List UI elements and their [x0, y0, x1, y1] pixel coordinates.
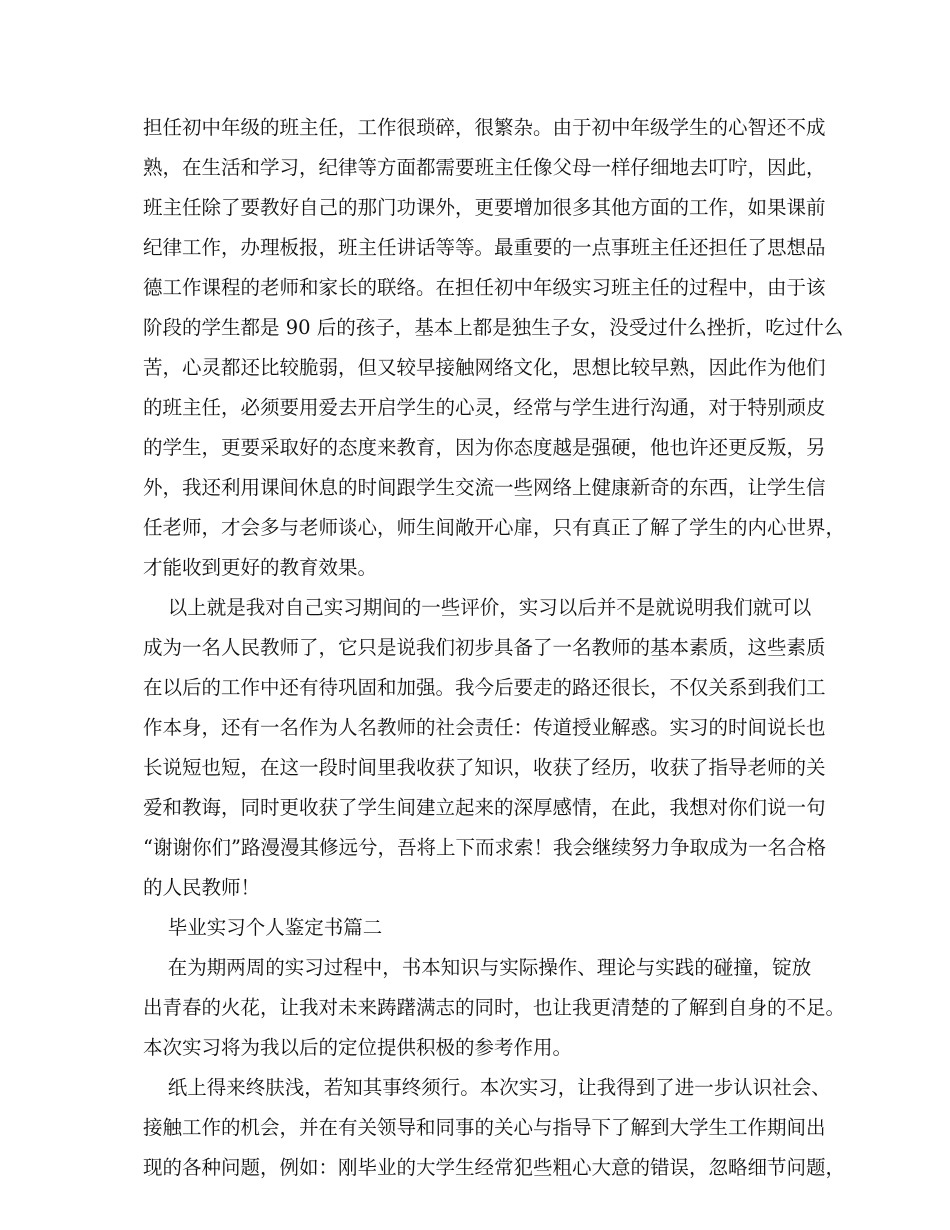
text-line: 作本身，还有一名作为人名教师的社会责任：传道授业解惑。实习的时间说长也: [143, 716, 826, 739]
text-line: 的班主任，必须要用爱去开启学生的心灵，经常与学生进行沟通，对于特别顽皮: [143, 396, 826, 419]
text-line: 接触工作的机会，并在有关领导和同事的关心与指导下了解到大学生工作期间出: [143, 1116, 826, 1139]
text-line: 现的各种问题，例如：刚毕业的大学生经常犯些粗心大意的错误，忽略细节问题，: [143, 1156, 846, 1179]
section-heading: 毕业实习个人鉴定书篇二: [143, 916, 383, 939]
text-line: 在为期两周的实习过程中，书本知识与实际操作、理论与实践的碰撞，锭放: [143, 956, 812, 979]
text-line: 纪律工作，办理板报，班主任讲话等等。最重要的一点事班主任还担任了思想品: [143, 236, 826, 259]
text-line: 阶段的学生都是 90 后的孩子，基本上都是独生子女，没受过什么挫折，吃过什么: [143, 316, 844, 339]
text-line: “谢谢你们”路漫漫其修远兮，吾将上下而求索！我会继续努力争取成为一名合格: [143, 836, 826, 859]
text-line: 的人民教师！: [143, 876, 261, 899]
text-line: 德工作课程的老师和家长的联络。在担任初中年级实习班主任的过程中，由于该: [143, 276, 826, 299]
text-line: 外，我还利用课间休息的时间跟学生交流一些网络上健康新奇的东西，让学生信: [143, 476, 826, 499]
text-line: 长说短也短，在这一段时间里我收获了知识，收获了经历，收获了指导老师的关: [143, 756, 826, 779]
text-line: 纸上得来终肤浅，若知其事终须行。本次实习，让我得到了进一步认识社会、: [143, 1076, 831, 1099]
text-line: 在以后的工作中还有待巩固和加强。我今后要走的路还很长，不仅关系到我们工: [143, 676, 826, 699]
text-line: 的学生，更要采取好的态度来教育，因为你态度越是强硬，他也许还更反叛，另: [143, 436, 826, 459]
text-line: 爱和教诲，同时更收获了学生间建立起来的深厚感情，在此，我想对你们说一句: [143, 796, 826, 819]
text-line: 班主任除了要教好自己的那门功课外，更要增加很多其他方面的工作，如果课前: [143, 196, 826, 219]
text-line: 成为一名人民教师了，它只是说我们初步具备了一名教师的基本素质，这些素质: [143, 636, 826, 659]
text-line: 以上就是我对自己实习期间的一些评价，实习以后并不是就说明我们就可以: [143, 596, 812, 619]
text-line: 担任初中年级的班主任，工作很琐碎，很繁杂。由于初中年级学生的心智还不成: [143, 116, 826, 139]
text-line: 熟，在生活和学习，纪律等方面都需要班主任像父母一样仔细地去叮咛，因此，: [143, 156, 826, 179]
text-line: 任老师，才会多与老师谈心，师生间敞开心扉，只有真正了解了学生的内心世界，: [143, 516, 846, 539]
text-line: 苦，心灵都还比较脆弱，但又较早接触网络文化，思想比较早熟，因此作为他们: [143, 356, 826, 379]
text-line: 出青春的火花，让我对未来踌躇满志的同时，也让我更清楚的了解到自身的不足。: [143, 996, 846, 1019]
text-line: 才能收到更好的教育效果。: [143, 556, 378, 579]
text-line: 本次实习将为我以后的定位提供积极的参考作用。: [143, 1036, 573, 1059]
